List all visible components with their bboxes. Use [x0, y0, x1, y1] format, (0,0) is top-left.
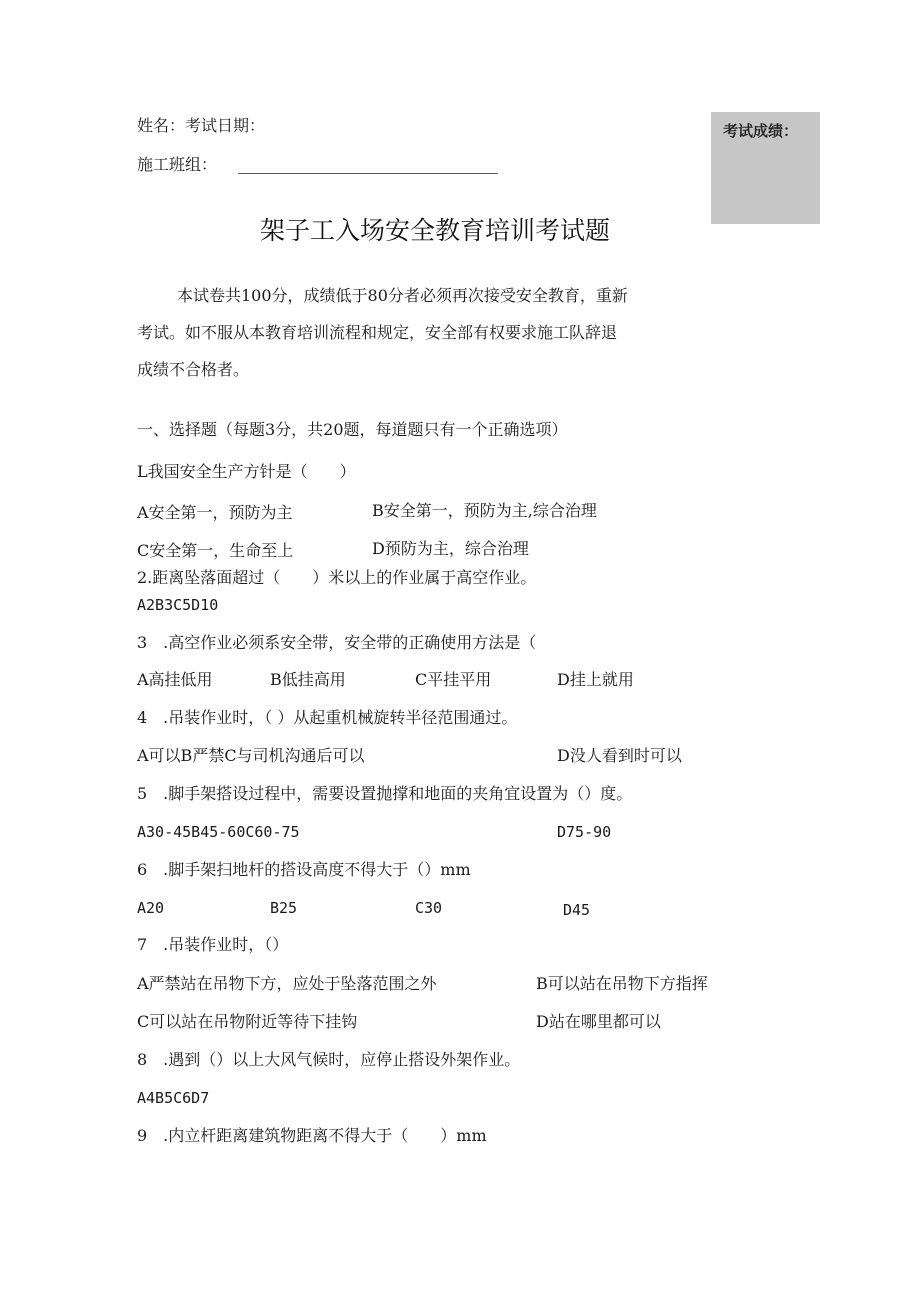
score-box	[711, 112, 820, 224]
question-3-option-b[interactable]: B低挂高用	[270, 670, 346, 689]
team-input-underline[interactable]	[238, 173, 498, 174]
question-1-option-b[interactable]: B安全第一，预防为主,综合治理	[372, 501, 597, 520]
intro-line-2: 考试。如不服从本教育培训流程和规定，安全部有权要求施工队辞退	[137, 323, 618, 342]
intro-line-1: 本试卷共100分，成绩低于80分者必须再次接受安全教育，重新	[177, 286, 628, 305]
question-7-option-c[interactable]: C可以站在吊物附近等待下挂钩	[137, 1012, 358, 1031]
question-2-options[interactable]: A2B3C5D10	[137, 596, 219, 614]
question-8-stem: 8 .遇到（）以上大风气候时，应停止搭设外架作业。	[137, 1050, 521, 1069]
question-6-option-c[interactable]: C30	[415, 899, 443, 917]
question-3-option-a[interactable]: A高挂低用	[137, 670, 213, 689]
question-3-option-c[interactable]: C平挂平用	[415, 670, 492, 689]
question-1-option-d[interactable]: D预防为主，综合治理	[372, 539, 529, 558]
question-1-option-a[interactable]: A安全第一，预防为主	[137, 503, 293, 522]
question-6-option-d[interactable]: D45	[563, 901, 591, 919]
score-label: 考试成绩：	[723, 122, 799, 140]
question-2-stem: 2.距离坠落面超过（ ）米以上的作业属于高空作业。	[137, 568, 537, 587]
intro-line-3: 成绩不合格者。	[137, 360, 250, 379]
question-3-option-d[interactable]: D挂上就用	[557, 670, 634, 689]
team-label: 施工班组：	[137, 155, 218, 174]
question-7-option-b[interactable]: B可以站在吊物下方指挥	[536, 974, 708, 993]
question-5-options-abc[interactable]: A30-45B45-60C60-75	[137, 823, 300, 841]
question-1-stem: L我国安全生产方针是（ ）	[137, 462, 356, 481]
question-1-option-c[interactable]: C安全第一，生命至上	[137, 541, 294, 560]
question-3-stem: 3 .高空作业必须系安全带，安全带的正确使用方法是（	[137, 633, 537, 652]
question-5-stem: 5 .脚手架搭设过程中，需要设置抛撑和地面的夹角宜设置为（）度。	[137, 784, 633, 803]
question-6-option-b[interactable]: B25	[270, 899, 298, 917]
question-4-options-abc[interactable]: A可以B严禁C与司机沟通后可以	[137, 746, 365, 765]
question-4-stem: 4 .吊装作业时，（ ）从起重机械旋转半径范围通过。	[137, 708, 518, 727]
question-7-option-a[interactable]: A严禁站在吊物下方，应处于坠落范围之外	[137, 974, 437, 993]
question-8-options[interactable]: A4B5C6D7	[137, 1089, 210, 1107]
question-9-stem: 9 .内立杆距离建筑物距离不得大于（ ）mm	[137, 1126, 487, 1145]
question-6-option-a[interactable]: A20	[137, 899, 165, 917]
question-7-option-d[interactable]: D站在哪里都可以	[536, 1012, 661, 1031]
page-title: 架子工入场安全教育培训考试题	[259, 216, 610, 245]
question-7-stem: 7 .吊装作业时，（）	[137, 935, 289, 954]
section-heading: 一、选择题（每题3分，共20题，每道题只有一个正确选项）	[137, 420, 568, 439]
question-5-option-d[interactable]: D75-90	[557, 823, 612, 841]
question-6-stem: 6 .脚手架扫地杆的搭设高度不得大于（）mm	[137, 860, 471, 879]
question-4-option-d[interactable]: D没人看到时可以	[557, 746, 682, 765]
name-date-label: 姓名：考试日期：	[137, 116, 266, 135]
